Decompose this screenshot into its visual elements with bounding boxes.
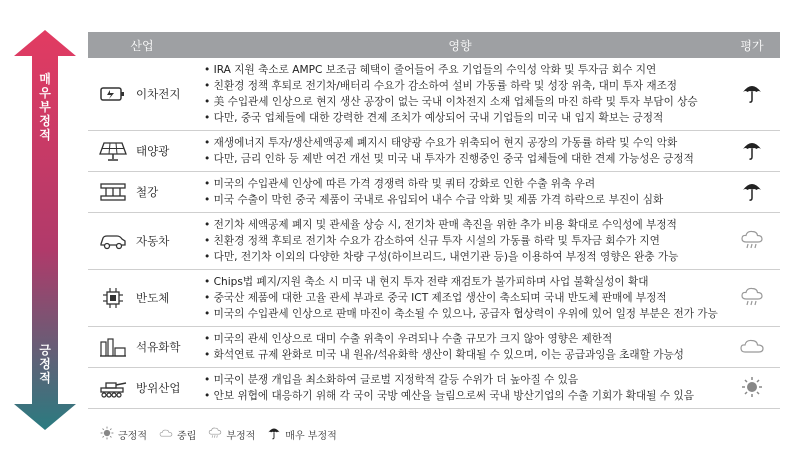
evaluation-cell	[724, 327, 780, 368]
cloud-icon	[739, 346, 765, 358]
effect-item: • 친환경 정책 후퇴로 전기차 수요가 감소하여 신규 투자 시설의 가동률 하락 및 투자금 회수가 지연	[204, 233, 724, 249]
effect-cell	[196, 213, 724, 270]
solar-panel-icon	[98, 139, 128, 163]
table-row	[88, 327, 780, 368]
industry-cell	[88, 270, 196, 327]
tank-icon	[98, 376, 128, 400]
industry-cell	[88, 368, 196, 409]
car-icon	[98, 229, 128, 253]
evaluation-cell	[724, 58, 780, 131]
rain-cloud-icon	[740, 242, 764, 254]
effect-item: • 친환경 정책 후퇴로 전기차/배터리 수요가 감소하여 설비 가동률 하락 및 성장 위축, 대미 투자 재조정	[204, 78, 724, 94]
industry-cell	[88, 172, 196, 213]
effect-cell	[196, 131, 724, 172]
effect-list	[196, 327, 724, 367]
effect-item: • Chips법 폐지/지원 축소 시 미국 내 현지 투자 전략 재검토가 불가피하며 사업 불확실성이 확대	[204, 274, 724, 290]
industry-name: 자동차	[136, 234, 170, 248]
legend-label: 긍정적	[118, 431, 147, 442]
table-row	[88, 131, 780, 172]
effect-item: • 美 수입관세 인상으로 현지 생산 공장이 없는 국내 이차전지 소재 업체들의 마진 하락 및 투자 부담이 상승	[204, 94, 724, 110]
evaluation-cell	[724, 368, 780, 409]
effect-cell	[196, 58, 724, 131]
rain-cloud-icon	[208, 426, 226, 443]
effect-list	[196, 213, 724, 269]
effect-item: • 재생에너지 투자/생산세액공제 폐지시 태양광 수요가 위축되어 현지 공장의 가동률 하락 및 수익 악화	[204, 135, 724, 151]
legend-item	[208, 426, 255, 443]
table-row	[88, 213, 780, 270]
table-row	[88, 368, 780, 409]
effect-item: • 화석연료 규제 완화로 미국 내 원유/석유화학 생산이 확대될 수 있으며, 이는 공급과잉을 초래할 가능성	[204, 347, 724, 363]
industry-cell	[88, 58, 196, 131]
effect-item: • 미국 수출이 막힌 중국 제품이 국내로 유입되어 내수 수급 악화 및 제품 가격 하락으로 부진이 심화	[204, 192, 724, 208]
header-effect: 영향	[196, 32, 724, 58]
cloud-icon	[159, 426, 177, 443]
industry-name: 반도체	[136, 291, 170, 305]
effect-item: • 미국의 관세 인상으로 대미 수출 위축이 우려되나 수출 규모가 크지 않아 영향은 제한적	[204, 331, 724, 347]
rain-cloud-icon	[740, 299, 764, 311]
arrow-bottom-label: 긍정적	[39, 343, 51, 385]
table-row	[88, 270, 780, 327]
effect-cell	[196, 270, 724, 327]
effect-item: • 다만, 전기차 이외의 다양한 차량 구성(하이브리드, 내연기관 등)을 이용하여 부정적 영향은 완충 가능	[204, 249, 724, 265]
industry-name: 태양광	[136, 144, 170, 158]
header-industry: 산업	[88, 32, 196, 58]
battery-icon	[98, 82, 128, 106]
effect-item: • 미국의 수입관세 인상으로 판매 마진이 축소될 수 있으나, 공급자 협상력이 우위에 있어 일정 부분은 전가 가능	[204, 306, 724, 322]
legend-label: 중립	[176, 431, 197, 442]
industry-impact-table	[88, 32, 780, 409]
chip-icon	[98, 286, 128, 310]
legend-item	[100, 426, 147, 443]
sentiment-arrow	[14, 30, 76, 430]
arrow-top-label: 매우 부정적	[39, 72, 51, 142]
effect-list	[196, 58, 724, 130]
legend-item	[267, 426, 336, 443]
legend-label: 매우 부정적	[285, 431, 337, 442]
industry-cell	[88, 213, 196, 270]
industry-cell	[88, 327, 196, 368]
evaluation-cell	[724, 213, 780, 270]
industry-name: 철강	[136, 185, 159, 199]
effect-item: • 안보 위협에 대응하기 위해 각 국이 국방 예산을 늘림으로써 국내 방산기업의 수출 기회가 확대될 수 있음	[204, 388, 724, 404]
effect-item: • 미국의 수입관세 인상에 따른 가격 경쟁력 하락 및 쿼터 강화로 인한 수출 위축 우려	[204, 176, 724, 192]
effect-item: • 다만, 중국 업체들에 대한 강력한 견제 조치가 예상되어 국내 기업들의 미국 내 입지 확보는 긍정적	[204, 110, 724, 126]
effect-cell	[196, 172, 724, 213]
evaluation-cell	[724, 270, 780, 327]
industry-name: 석유화학	[136, 340, 181, 354]
legend-label: 부정적	[226, 431, 256, 442]
evaluation-cell	[724, 131, 780, 172]
refinery-icon	[98, 335, 128, 359]
effect-item: • 전기차 세액공제 폐지 및 관세율 상승 시, 전기차 판매 촉진을 위한 추가 비용 확대로 수익성에 부정적	[204, 217, 724, 233]
effect-item: • IRA 지원 축소로 AMPC 보조금 혜택이 줄어들어 주요 기업들의 수익성 악화 및 투자금 회수 지연	[204, 62, 724, 78]
sun-icon	[741, 389, 763, 401]
umbrella-icon	[741, 95, 763, 107]
industry-name: 이차전지	[136, 87, 181, 101]
evaluation-cell	[724, 172, 780, 213]
industry-cell	[88, 131, 196, 172]
effect-list	[196, 368, 724, 408]
umbrella-icon	[741, 152, 763, 164]
legend-item	[159, 426, 196, 443]
header-evaluation: 평가	[724, 32, 780, 58]
effect-list	[196, 172, 724, 212]
effect-cell	[196, 327, 724, 368]
effect-list	[196, 131, 724, 171]
umbrella-icon	[741, 193, 763, 205]
umbrella-icon	[267, 426, 285, 443]
table-row	[88, 58, 780, 131]
effect-cell	[196, 368, 724, 409]
effect-item: • 미국이 분쟁 개입을 최소화하여 글로벌 지정학적 갈등 수위가 더 높아질 수 있음	[204, 372, 724, 388]
table-row	[88, 172, 780, 213]
table-header-row	[88, 32, 780, 58]
effect-list	[196, 270, 724, 326]
sun-icon	[100, 426, 118, 443]
effect-item: • 중국산 제품에 대한 고율 관세 부과로 중국 ICT 제조업 생산이 축소되며 국내 반도체 판매에 부정적	[204, 290, 724, 306]
legend	[100, 426, 349, 443]
steel-icon	[98, 180, 128, 204]
industry-name: 방위산업	[136, 381, 181, 395]
effect-item: • 다만, 금리 인하 등 제반 여건 개선 및 미국 내 투자가 진행중인 중국 업체들에 대한 견제 가능성은 긍정적	[204, 151, 724, 167]
